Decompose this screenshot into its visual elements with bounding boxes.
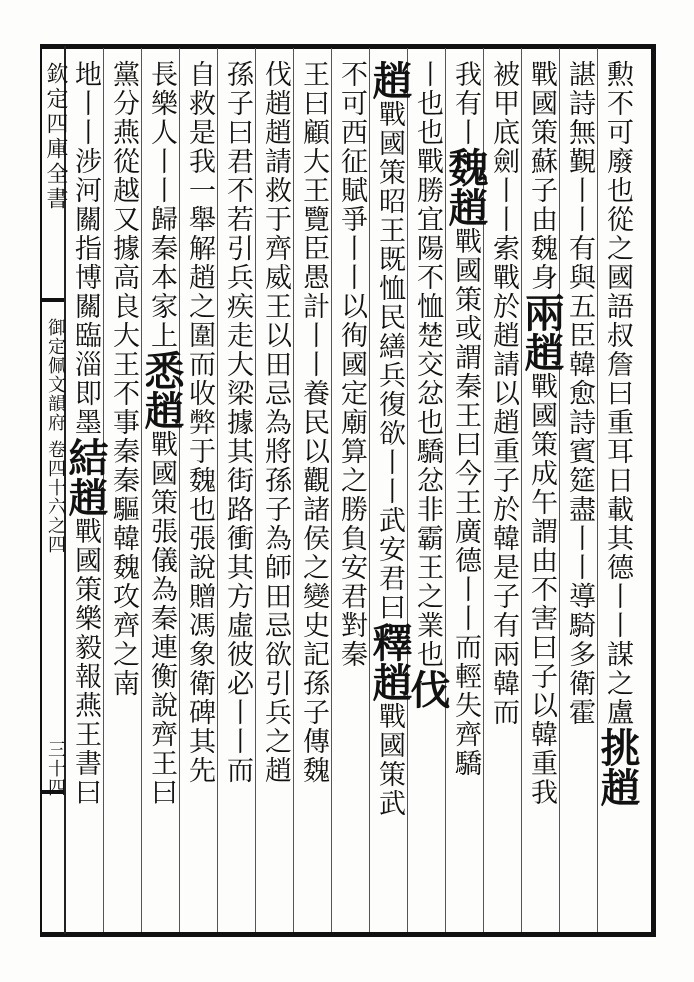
text-column-15: 地丨丨涉河關指博關臨淄即墨結趙戰國策樂毅報燕王書曰 xyxy=(62,60,109,807)
text-column-8: 不可西征賦爭丨丨以徇國定廟算之勝負安君對秦 xyxy=(336,60,367,669)
entry-heading: 伐 xyxy=(404,669,451,709)
text-column-11: 孫子曰君不若引兵疾走大梁據其街路衝其方虛彼必丨丨而 xyxy=(222,60,253,785)
text-column-1: 勲不可廢也從之國語叔詹曰重耳日載其德丨丨謀之盧挑趙 xyxy=(594,60,641,807)
text-column-4: 被甲底劍丨丨索戰於趙請以趙重子於韓是子有兩韓而 xyxy=(488,60,519,727)
text-column-2: 諶詩無覲丨丨有與五臣韓愈詩賓筵盡丨丨導騎多衛霍 xyxy=(564,60,595,727)
entry-heading: 趙 xyxy=(366,60,413,100)
entry-heading: 釋趙 xyxy=(366,622,413,702)
text-column-9: 王曰顧大王覽臣愚計丨丨養民以觀諸侯之變史記孫子傳魏 xyxy=(298,60,329,785)
frame-top-border xyxy=(40,44,652,49)
frame-right-border xyxy=(651,44,656,937)
frame-bottom-border xyxy=(40,932,652,937)
text-column-6: 丨也也戰勝宜陽不恤楚交忿也驕忿非霸王之業也伐 xyxy=(404,60,451,709)
entry-heading: 魏趙 xyxy=(442,147,489,227)
margin-top-label: 欽定四庫全書 xyxy=(43,62,68,212)
text-column-5: 我有丨魏趙戰國策或謂秦王曰今王廣德丨丨而輕失齊驕 xyxy=(442,60,489,778)
entry-heading: 結趙 xyxy=(62,437,109,517)
text-column-7: 趙戰國策昭王既恤民繕兵復欲丨丨武安君曰釋趙戰國策武 xyxy=(366,60,413,818)
margin-fishtail-mark xyxy=(42,298,64,302)
text-column-10: 伐趙趙請救于齊威王以田忌為將孫子為師田忌欲引兵之趙 xyxy=(260,60,291,785)
text-column-12: 自救是我一舉解趙之圍而收弊于魏也張說贈馮象衛碑其先 xyxy=(184,60,215,785)
margin-page-number: 三十四 xyxy=(45,740,66,797)
entry-heading: 兩趙 xyxy=(518,292,565,372)
frame-left-border xyxy=(40,44,42,937)
text-column-3: 戰國策蘇子由魏身兩趙戰國策成午謂由不害曰子以韓重我 xyxy=(518,60,565,807)
entry-heading: 悉趙 xyxy=(138,350,185,430)
entry-heading: 挑趙 xyxy=(594,727,641,807)
margin-juan: 卷四十六之四 xyxy=(45,440,66,554)
text-column-14: 黨分燕從越又據高良大王不事秦秦驅韓魏攻齊之南 xyxy=(108,60,139,698)
margin-book-title: 御定佩文韻府 xyxy=(45,318,66,432)
text-column-13: 長樂人丨丨歸秦本家上悉趙戰國策張儀為秦連衡說齊王曰 xyxy=(138,60,185,807)
